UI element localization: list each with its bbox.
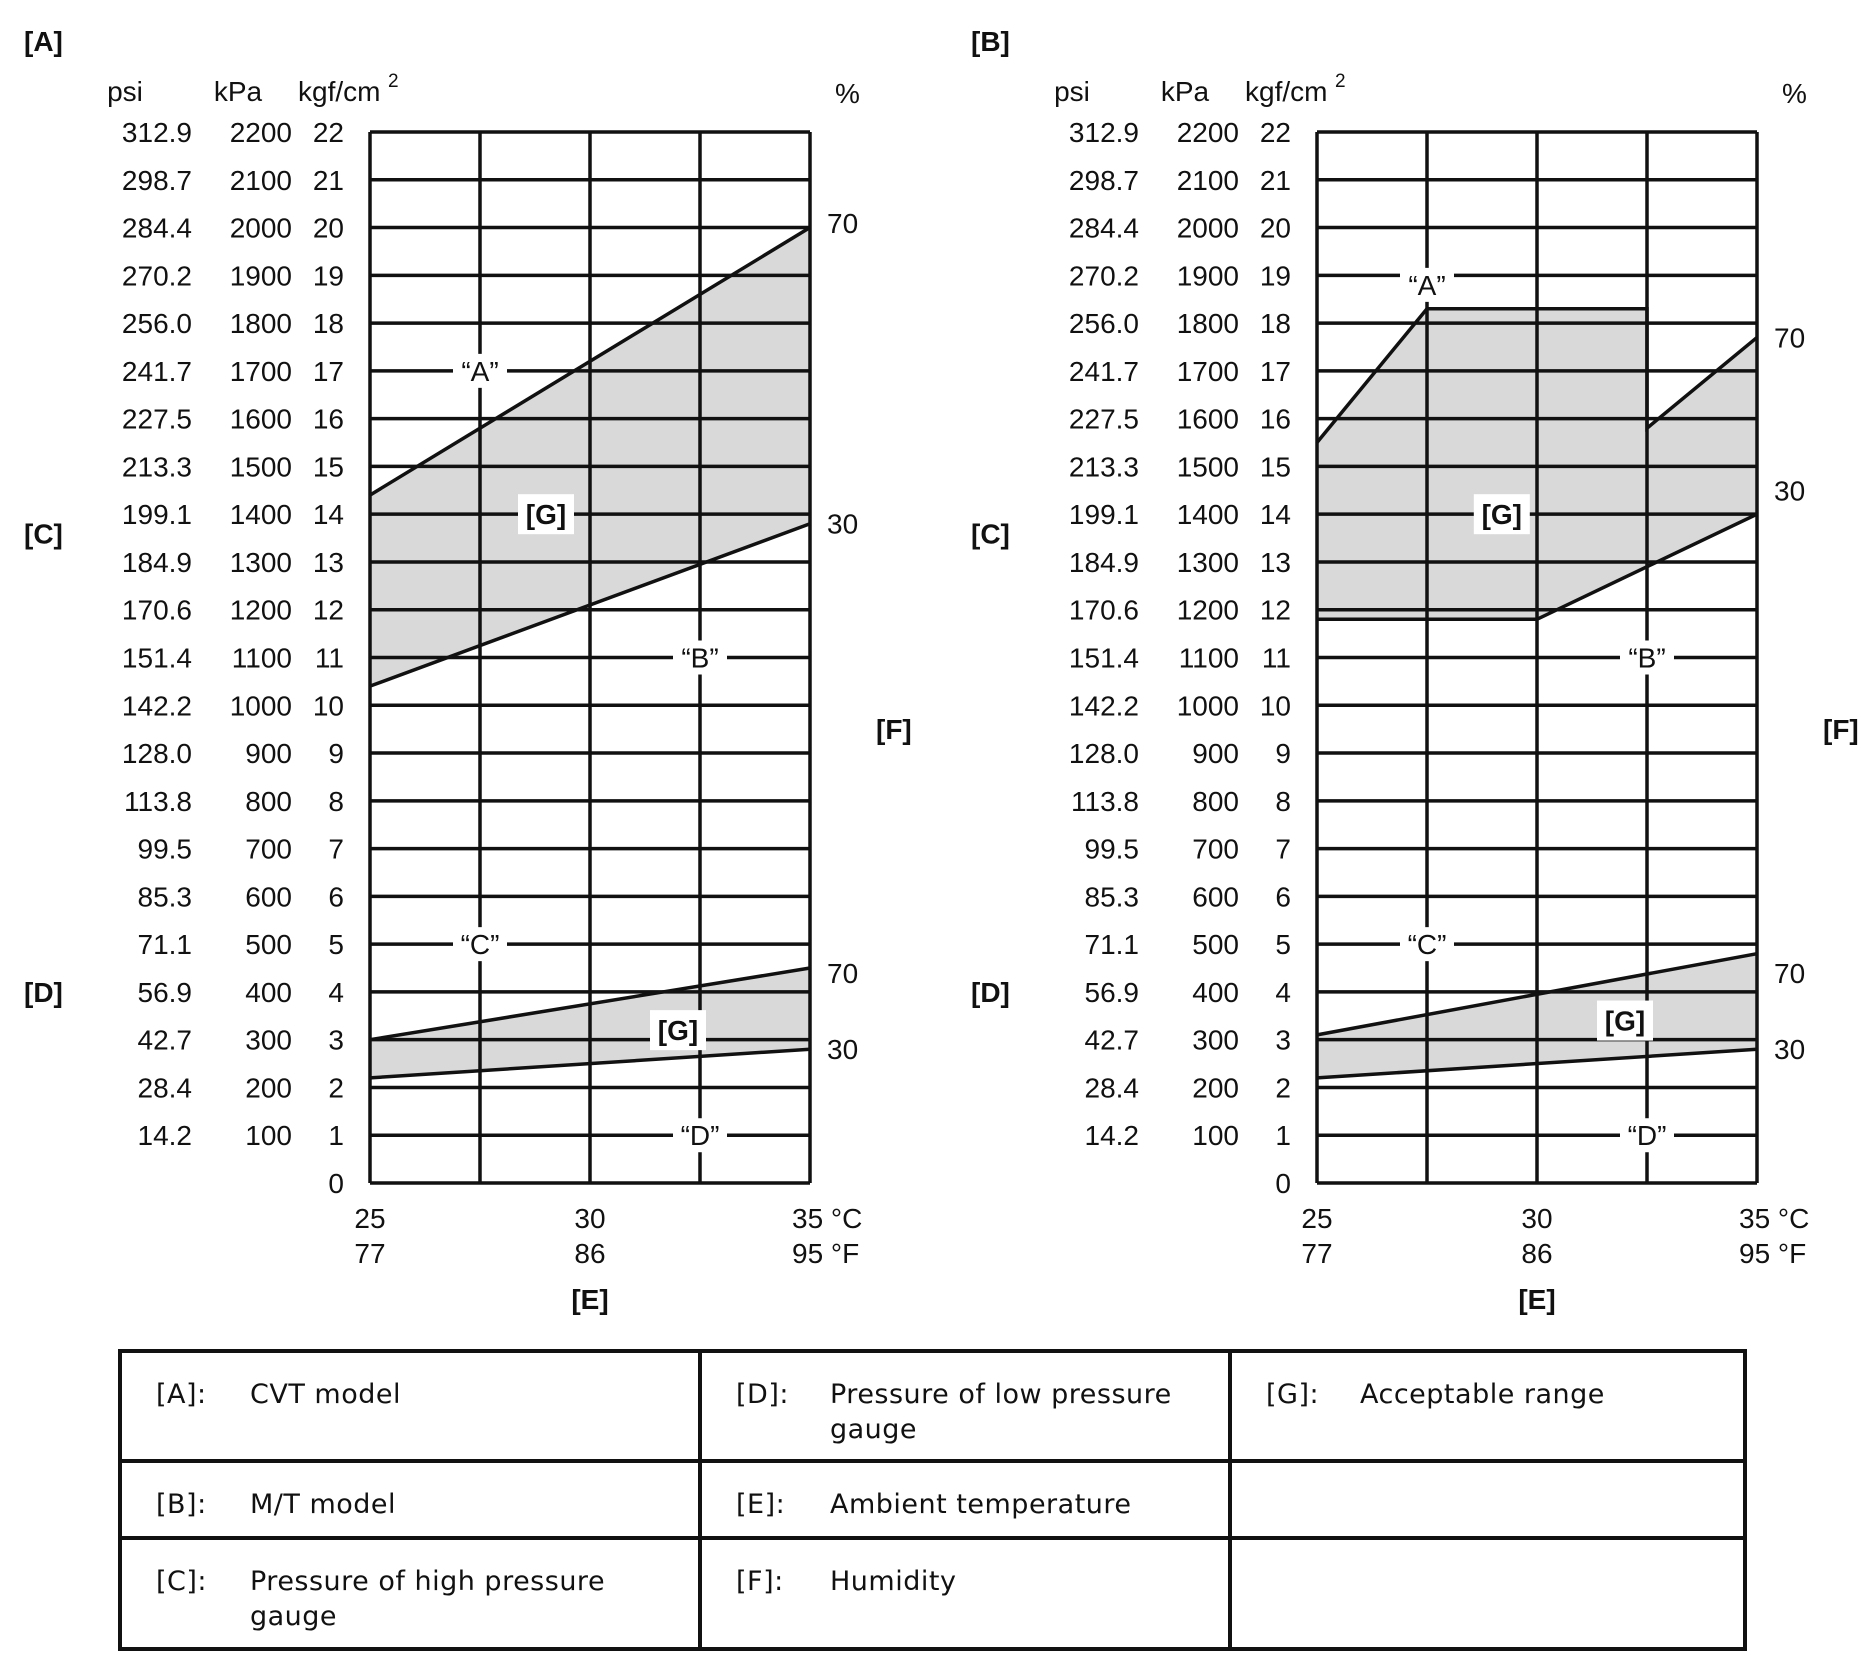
y-tick-psi: 128.0: [121, 738, 192, 770]
x-tick-celsius: 35 °C: [792, 1203, 863, 1234]
y-unit-kgf-superscript: 2: [1335, 71, 1346, 92]
x-tick-fahrenheit: 77: [354, 1238, 386, 1269]
y-unit-kgf: kgf/cm: [1245, 76, 1328, 107]
humidity-label: 30: [1774, 475, 1806, 507]
y-tick-psi: 312.9: [1068, 117, 1139, 148]
y-tick-psi: 14.2: [1084, 1120, 1139, 1152]
y-tick-psi: 71.1: [1084, 929, 1139, 961]
y-tick-kgf: 16: [312, 403, 344, 435]
panel-label: [A]: [24, 26, 63, 57]
y-tick-psi: 142.2: [121, 690, 192, 722]
line-label: “A”: [1408, 269, 1446, 301]
y-tick-psi: 256.0: [121, 308, 192, 340]
y-tick-psi: 298.7: [121, 164, 192, 196]
y-tick-kgf: 17: [1259, 355, 1291, 387]
y-tick-psi: 151.4: [1068, 642, 1139, 674]
y-tick-kgf: 3: [328, 1024, 344, 1056]
y-tick-psi: 28.4: [1084, 1072, 1139, 1104]
y-tick-kpa: 1600: [229, 403, 292, 435]
y-tick-psi: 298.7: [1068, 164, 1139, 196]
y-tick-kpa: 700: [245, 833, 292, 865]
y-unit-percent: %: [835, 78, 860, 109]
y-tick-kgf: 1: [1275, 1120, 1291, 1152]
y-tick-kgf: 8: [328, 785, 344, 817]
legend-desc: Humidity: [830, 1566, 957, 1597]
legend-desc: CVT model: [250, 1379, 401, 1410]
x-tick-fahrenheit: 86: [1521, 1238, 1553, 1269]
y-label-low: [D]: [24, 976, 63, 1008]
right-axis-label: [F]: [876, 714, 912, 746]
y-tick-psi: 128.0: [1068, 738, 1139, 770]
line-label: “D”: [1627, 1120, 1667, 1152]
x-axis-label: [E]: [1518, 1284, 1556, 1315]
y-tick-kpa: 1500: [229, 451, 292, 483]
y-tick-kpa: 300: [1192, 1024, 1239, 1056]
y-tick-psi: 284.4: [121, 212, 192, 244]
y-tick-kgf: 15: [1259, 451, 1291, 483]
line-label: “B”: [1628, 642, 1666, 674]
legend-code: [E]:: [736, 1489, 786, 1520]
y-tick-kpa: 2000: [1176, 212, 1239, 244]
legend-cell: [120, 1538, 700, 1649]
y-tick-kgf: 10: [1259, 690, 1291, 722]
x-tick-fahrenheit: 86: [574, 1238, 606, 1269]
y-unit-kpa: kPa: [1160, 76, 1210, 107]
y-tick-kgf: 6: [328, 881, 344, 913]
y-tick-kgf: 17: [312, 355, 344, 387]
panel-label: [B]: [971, 26, 1010, 57]
y-unit-kgf-superscript: 2: [388, 71, 399, 92]
legend-desc: M/T model: [250, 1489, 397, 1520]
legend-cell: [700, 1461, 1230, 1538]
humidity-label: 70: [827, 207, 859, 239]
y-tick-kgf: 1: [328, 1120, 344, 1152]
legend-cell: [1230, 1351, 1745, 1461]
y-tick-kgf: 16: [1259, 403, 1291, 435]
y-tick-kgf: 22: [1259, 117, 1291, 148]
y-tick-kgf: 14: [1259, 499, 1291, 531]
x-tick-celsius: 30: [1521, 1203, 1553, 1234]
chart-panel-a: [0, 0, 938, 1330]
x-tick-fahrenheit: 77: [1301, 1238, 1333, 1269]
y-tick-psi: 184.9: [1068, 546, 1139, 578]
x-tick-celsius: 35 °C: [1739, 1203, 1810, 1234]
y-tick-kpa: 1000: [229, 690, 292, 722]
y-tick-psi: 284.4: [1068, 212, 1139, 244]
line-label: “C”: [1407, 929, 1447, 961]
legend-table: [118, 1349, 1747, 1651]
legend-code: [D]:: [736, 1379, 789, 1410]
y-tick-kgf: 7: [328, 833, 344, 865]
y-tick-psi: 256.0: [1068, 308, 1139, 340]
y-tick-kpa: 1300: [229, 546, 292, 578]
region-label: [G]: [1481, 499, 1523, 531]
y-tick-kpa: 200: [245, 1072, 292, 1104]
y-tick-kgf: 4: [328, 976, 344, 1008]
y-unit-psi: psi: [107, 76, 143, 107]
y-tick-kpa: 1400: [229, 499, 292, 531]
y-tick-psi: 56.9: [1084, 976, 1139, 1008]
y-tick-psi: 227.5: [1068, 403, 1139, 435]
region-label: [G]: [657, 1015, 699, 1047]
y-tick-psi: 199.1: [121, 499, 192, 531]
y-label-low: [D]: [971, 976, 1010, 1008]
y-tick-psi: 241.7: [1068, 355, 1139, 387]
legend-desc: Pressure of low pressure gauge: [830, 1379, 1172, 1445]
y-tick-kpa: 300: [245, 1024, 292, 1056]
y-tick-kpa: 400: [245, 976, 292, 1008]
y-unit-kpa: kPa: [213, 76, 263, 107]
y-tick-kpa: 100: [1192, 1120, 1239, 1152]
y-tick-psi: 170.6: [121, 594, 192, 626]
x-tick-fahrenheit: 95 °F: [792, 1238, 860, 1269]
region-label: [G]: [525, 499, 567, 531]
y-tick-kpa: 2100: [229, 164, 292, 196]
y-tick-kpa: 1400: [1176, 499, 1239, 531]
x-tick-celsius: 25: [1301, 1203, 1333, 1234]
y-tick-psi: 85.3: [1084, 881, 1139, 913]
y-tick-psi: 85.3: [137, 881, 192, 913]
y-tick-psi: 14.2: [137, 1120, 192, 1152]
y-tick-kgf: 2: [1275, 1072, 1291, 1104]
region-label: [G]: [1604, 1005, 1646, 1037]
y-tick-psi: 170.6: [1068, 594, 1139, 626]
y-tick-kgf: 5: [328, 929, 344, 961]
y-tick-psi: 71.1: [137, 929, 192, 961]
y-tick-kpa: 2200: [229, 117, 292, 148]
legend-code: [A]:: [156, 1379, 207, 1410]
y-tick-psi: 227.5: [121, 403, 192, 435]
y-tick-kpa: 800: [245, 785, 292, 817]
y-tick-psi: 213.3: [121, 451, 192, 483]
y-tick-kgf: 13: [312, 546, 344, 578]
y-tick-kpa: 1800: [229, 308, 292, 340]
y-tick-kgf: 8: [1275, 785, 1291, 817]
y-tick-kgf: 9: [328, 738, 344, 770]
y-tick-kpa: 1800: [1176, 308, 1239, 340]
line-label: “A”: [461, 355, 499, 387]
humidity-label: 70: [1774, 322, 1806, 354]
legend-code: [F]:: [736, 1566, 784, 1597]
y-tick-kgf: 0: [1275, 1168, 1291, 1199]
y-tick-kpa: 700: [1192, 833, 1239, 865]
y-tick-psi: 213.3: [1068, 451, 1139, 483]
y-tick-psi: 99.5: [1084, 833, 1139, 865]
legend-cell: [1230, 1461, 1745, 1538]
y-tick-kpa: 2200: [1176, 117, 1239, 148]
legend-cell: [120, 1461, 700, 1538]
y-tick-kpa: 1600: [1176, 403, 1239, 435]
y-tick-kgf: 20: [1259, 212, 1291, 244]
y-tick-kgf: 20: [312, 212, 344, 244]
y-tick-kgf: 22: [312, 117, 344, 148]
y-tick-psi: 99.5: [137, 833, 192, 865]
legend-code: [B]:: [156, 1489, 207, 1520]
x-tick-fahrenheit: 95 °F: [1739, 1238, 1807, 1269]
y-tick-psi: 113.8: [124, 785, 192, 817]
y-tick-psi: 270.2: [121, 260, 192, 292]
legend-cell: [700, 1538, 1230, 1649]
y-tick-kgf: 19: [1259, 260, 1291, 292]
legend-cell: [1230, 1538, 1745, 1649]
x-tick-celsius: 25: [354, 1203, 386, 1234]
y-tick-kpa: 600: [245, 881, 292, 913]
y-tick-psi: 199.1: [1068, 499, 1139, 531]
y-tick-kgf: 2: [328, 1072, 344, 1104]
line-label: “D”: [680, 1120, 720, 1152]
humidity-label: 70: [1774, 957, 1806, 989]
y-tick-kgf: 6: [1275, 881, 1291, 913]
y-tick-kpa: 900: [245, 738, 292, 770]
y-tick-kpa: 2100: [1176, 164, 1239, 196]
y-tick-kpa: 500: [245, 929, 292, 961]
y-tick-kgf: 21: [1259, 164, 1291, 196]
humidity-label: 30: [827, 1034, 859, 1066]
y-tick-kgf: 10: [312, 690, 344, 722]
y-tick-psi: 151.4: [121, 642, 192, 674]
y-tick-kgf: 4: [1275, 976, 1291, 1008]
y-tick-kgf: 3: [1275, 1024, 1291, 1056]
line-label: “B”: [681, 642, 719, 674]
y-tick-kpa: 1500: [1176, 451, 1239, 483]
y-tick-kpa: 1700: [1176, 355, 1239, 387]
y-tick-psi: 142.2: [1068, 690, 1139, 722]
y-tick-psi: 113.8: [1071, 785, 1139, 817]
humidity-label: 70: [827, 957, 859, 989]
y-tick-kpa: 1000: [1176, 690, 1239, 722]
humidity-label: 30: [1774, 1034, 1806, 1066]
y-tick-kgf: 18: [312, 308, 344, 340]
y-tick-kpa: 1700: [229, 355, 292, 387]
y-tick-kgf: 12: [312, 594, 344, 626]
y-tick-kgf: 12: [1259, 594, 1291, 626]
y-tick-kgf: 18: [1259, 308, 1291, 340]
legend-cell: [120, 1351, 700, 1461]
legend-desc: Pressure of high pressure gauge: [250, 1566, 606, 1632]
right-axis-label: [F]: [1823, 714, 1859, 746]
y-tick-kgf: 21: [312, 164, 344, 196]
x-tick-celsius: 30: [574, 1203, 606, 1234]
y-tick-kgf: 0: [328, 1168, 344, 1199]
line-label: “C”: [460, 929, 500, 961]
y-tick-kgf: 7: [1275, 833, 1291, 865]
y-tick-kpa: 600: [1192, 881, 1239, 913]
y-tick-kgf: 14: [312, 499, 344, 531]
y-tick-kgf: 5: [1275, 929, 1291, 961]
y-tick-kpa: 1100: [231, 642, 292, 674]
y-tick-psi: 312.9: [121, 117, 192, 148]
x-axis-label: [E]: [571, 1284, 609, 1315]
y-tick-kgf: 11: [314, 642, 344, 674]
y-tick-kpa: 200: [1192, 1072, 1239, 1104]
y-tick-psi: 28.4: [137, 1072, 192, 1104]
y-tick-kpa: 900: [1192, 738, 1239, 770]
y-tick-kpa: 1900: [229, 260, 292, 292]
chart-panel-b: [947, 0, 1876, 1330]
y-tick-kpa: 1900: [1176, 260, 1239, 292]
y-tick-kpa: 800: [1192, 785, 1239, 817]
y-tick-kpa: 1300: [1176, 546, 1239, 578]
y-tick-kpa: 400: [1192, 976, 1239, 1008]
y-tick-psi: 56.9: [137, 976, 192, 1008]
y-label-high: [C]: [24, 518, 63, 550]
y-tick-psi: 184.9: [121, 546, 192, 578]
y-tick-psi: 270.2: [1068, 260, 1139, 292]
y-label-high: [C]: [971, 518, 1010, 550]
y-tick-kgf: 15: [312, 451, 344, 483]
y-tick-kgf: 13: [1259, 546, 1291, 578]
legend-code: [G]:: [1266, 1379, 1320, 1410]
y-unit-kgf: kgf/cm: [298, 76, 381, 107]
y-tick-kpa: 1200: [229, 594, 292, 626]
legend-desc: Ambient temperature: [830, 1489, 1132, 1520]
y-tick-kpa: 500: [1192, 929, 1239, 961]
y-tick-psi: 241.7: [121, 355, 192, 387]
y-tick-kgf: 11: [1261, 642, 1291, 674]
y-tick-kpa: 1100: [1178, 642, 1239, 674]
y-tick-kpa: 1200: [1176, 594, 1239, 626]
y-tick-kgf: 19: [312, 260, 344, 292]
y-tick-kpa: 100: [245, 1120, 292, 1152]
legend-desc: Acceptable range: [1360, 1379, 1605, 1410]
y-unit-percent: %: [1782, 78, 1807, 109]
y-tick-kgf: 9: [1275, 738, 1291, 770]
y-tick-psi: 42.7: [1084, 1024, 1139, 1056]
y-tick-kpa: 2000: [229, 212, 292, 244]
y-tick-psi: 42.7: [137, 1024, 192, 1056]
legend-code: [C]:: [156, 1566, 208, 1597]
y-unit-psi: psi: [1054, 76, 1090, 107]
legend-cell: [700, 1351, 1230, 1461]
humidity-label: 30: [827, 508, 859, 540]
